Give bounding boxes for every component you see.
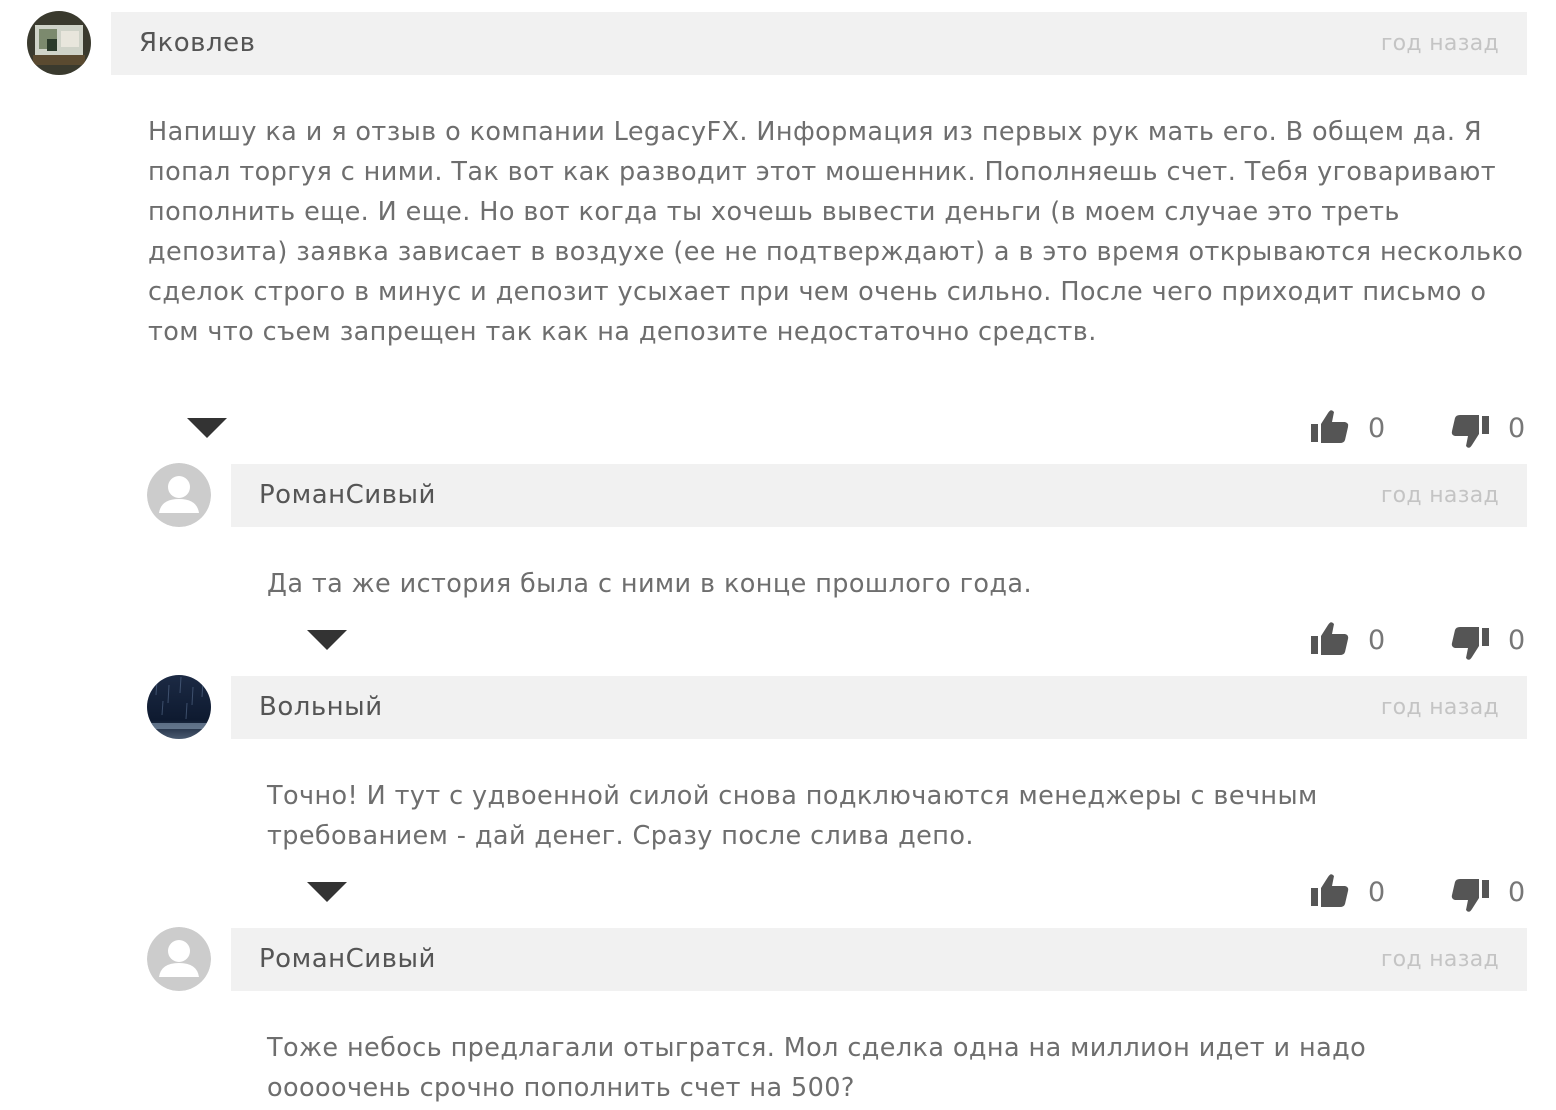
author-name[interactable]: Яковлев [139,28,256,58]
avatar[interactable] [147,927,211,991]
avatar[interactable] [147,675,211,739]
like-vote [1310,619,1385,663]
comment-time[interactable]: год назад [1380,695,1499,720]
thumbs-down-icon[interactable] [1450,619,1490,663]
comment-text: Тоже небось предлагали отыгратся. Мол сделка одна на миллион идет и надо ооооочень срочно пополнить счет на 500? [267,1033,1367,1103]
comment-time[interactable]: год назад [1380,947,1499,972]
comment-header [231,464,1527,527]
comment-text: Напишу ка и я отзыв о компании LegacyFX. Информация из первых рук мать его. В общем да. Я попал торгуя с ними. Так вот как разводит этот мошенник. Пополняешь счет. Тебя уговаривают пополнить еще. И еще. Но вот когда ты хочешь вывести деньги (в моем случае это треть депозита) заявка зависает в воздухе (ее не подтверждают) а в это время открываются несколько сделок строго в минус и депозит усыхает при чем очень сильно. После чего приходит письмо о том что съем запрещен так как на депозите недостаточно средств. [148,117,1524,347]
like-count: 0 [1368,877,1386,908]
like-count: 0 [1368,413,1386,444]
collapse-toggle-icon[interactable] [187,418,227,438]
dislike-vote [1450,871,1525,915]
rain-photo-icon [147,675,211,739]
comment-text: Да та же история была с ними в конце прошлого года. [267,569,1032,599]
avatar[interactable] [27,11,91,75]
comment-header [111,12,1527,75]
dislike-vote [1450,407,1525,451]
dislike-count: 0 [1508,877,1526,908]
comment-time[interactable]: год назад [1380,31,1499,56]
thumbs-up-icon[interactable] [1310,619,1350,663]
comment-text: Точно! И тут с удвоенной силой снова подключаются менеджеры с вечным требованием - дай денег. Сразу после слива депо. [267,781,1318,851]
dislike-count: 0 [1508,413,1526,444]
author-name[interactable]: РоманСивый [259,480,436,510]
thumbs-down-icon[interactable] [1450,871,1490,915]
thumbs-up-icon[interactable] [1310,871,1350,915]
collapse-toggle-icon[interactable] [307,630,347,650]
author-name[interactable]: Вольный [259,692,383,722]
avatar[interactable] [147,463,211,527]
like-vote [1310,407,1385,451]
dislike-vote [1450,619,1525,663]
comment-time[interactable]: год назад [1380,483,1499,508]
default-user-icon [147,927,211,991]
dislike-count: 0 [1508,625,1526,656]
author-name[interactable]: РоманСивый [259,944,436,974]
photo-avatar-icon [27,11,91,75]
thumbs-up-icon[interactable] [1310,407,1350,451]
comment-header [231,928,1527,991]
like-count: 0 [1368,625,1386,656]
like-vote [1310,871,1385,915]
comment-header [231,676,1527,739]
default-user-icon [147,463,211,527]
collapse-toggle-icon[interactable] [307,882,347,902]
thumbs-down-icon[interactable] [1450,407,1490,451]
